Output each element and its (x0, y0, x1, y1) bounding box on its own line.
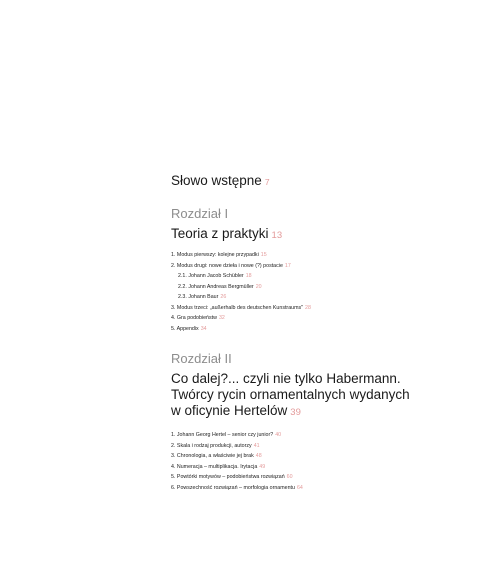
list-item[interactable]: 6. Powszechność rozwiązań – morfologia ornamentu 64 (171, 484, 303, 491)
preface-entry[interactable] (171, 173, 270, 188)
list-item[interactable]: 2.2. Johann Andreas Bergmüller 20 (178, 283, 262, 290)
chapter-2-label: Rozdział II (171, 351, 232, 366)
preface-page-number: 7 (264, 177, 270, 187)
chapter-1-section-list (171, 250, 311, 334)
list-item[interactable]: 2.1. Johann Jacob Schübler 18 (178, 273, 252, 279)
list-item[interactable]: 5. Powtórki motywów – podobieństwa rozwiązań 60 (171, 474, 293, 480)
list-item[interactable]: 5. Appendix 34 (171, 325, 207, 332)
chapter-1-title[interactable] (171, 226, 282, 244)
preface-title: Słowo wstępne (171, 173, 262, 188)
chapter-1-label: Rozdział I (171, 206, 229, 221)
chapter-2-title[interactable] (171, 371, 410, 421)
chapter-2-title-line-1: Co dalej?... czyli nie tylko Habermann. (171, 371, 401, 386)
chapter-1-title-line-1: Teoria z praktyki (171, 226, 269, 241)
chapter-1-page-number: 13 (271, 230, 283, 241)
list-item[interactable]: 4. Gra podobieństw 32 (171, 315, 225, 321)
list-item[interactable]: 3. Modus trzeci: „außerhalb des deutschen Kunstraums" 28 (171, 304, 311, 311)
list-item[interactable]: 1. Johann Georg Hertel – senior czy junior? 40 (171, 432, 282, 438)
chapter-2-title-line-3: w oficynie Hertelów (171, 403, 288, 418)
list-item[interactable]: 2.3. Johann Baur 26 (178, 294, 227, 300)
chapter-2-section-list (171, 430, 303, 493)
list-item[interactable]: 2. Skala i rodzaj produkcji, autorzy 41 (171, 442, 260, 449)
chapter-2-page-number: 39 (290, 407, 301, 418)
list-item[interactable]: 3. Chronologia, a właściwie jej brak 48 (171, 453, 262, 459)
list-item[interactable]: 1. Modus pierwszy: kolejne przypadki 15 (171, 252, 267, 258)
list-item[interactable]: 4. Numeracja – multiplikacja. Irytacja 49 (171, 463, 266, 470)
list-item[interactable]: 2. Modus drugi: nowe dzieła i nowe (?) postacie 17 (171, 262, 291, 269)
chapter-2-title-line-2: Twórcy rycin ornamentalnych wydanych (171, 387, 410, 402)
